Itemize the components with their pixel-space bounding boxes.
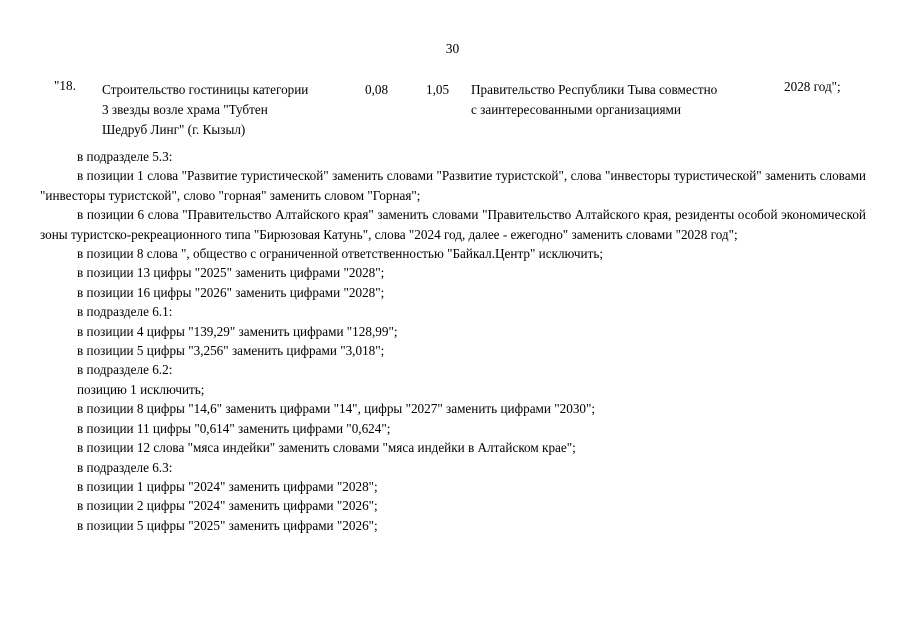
paragraph: в позиции 8 слова ", общество с ограниченной ответственностью "Байкал.Центр" исключить; <box>77 246 604 262</box>
table-row <box>0 76 905 136</box>
paragraph: в позиции 8 цифры "14,6" заменить цифрами "14", цифры "2027" заменить цифрами "2030"; <box>77 401 596 417</box>
paragraph: в позиции 5 цифры "3,256" заменить цифрами "3,018"; <box>77 343 385 359</box>
paragraph: в позиции 13 цифры "2025" заменить цифрами "2028"; <box>77 265 385 281</box>
responsible-line: с заинтересованными организациями <box>471 102 681 117</box>
project-name <box>102 80 308 140</box>
paragraph: в подразделе 6.1: <box>77 304 173 320</box>
responsible-line: Правительство Республики Тыва совместно <box>471 82 718 97</box>
project-name-line: Шедруб Линг" (г. Кызыл) <box>102 122 246 137</box>
row-number: "18. <box>54 78 76 93</box>
value-2: 1,05 <box>426 82 450 97</box>
paragraph: в позиции 2 цифры "2024" заменить цифрами "2026"; <box>77 498 378 514</box>
responsible-party <box>471 80 717 120</box>
paragraph: в позиции 4 цифры "139,29" заменить цифрами "128,99"; <box>77 323 398 339</box>
paragraph: в позиции 5 цифры "2025" заменить цифрами "2026"; <box>77 517 378 533</box>
value-1: 0,08 <box>365 82 389 97</box>
paragraph: в позиции 12 слова "мяса индейки" заменить словами "мяса индейки в Алтайском крае"; <box>77 440 576 456</box>
paragraph: в позиции 1 слова "Развитие туристической" заменить словами "Развитие туристской", слова "инвесторы туристической" заменить словами "инвесторы туристской", слово "горная" заменить словом "Горная"; <box>40 168 866 203</box>
paragraph: в подразделе 6.3: <box>77 459 173 475</box>
project-name-line: Строительство гостиницы категории <box>102 82 309 97</box>
page-number: 30 <box>445 41 460 56</box>
project-name-line: 3 звезды возле храма "Тубтен <box>102 102 268 117</box>
paragraph: позицию 1 исключить; <box>77 381 205 397</box>
paragraph: в позиции 16 цифры "2026" заменить цифрами "2028"; <box>77 284 385 300</box>
paragraph: в подразделе 5.3: <box>77 149 173 164</box>
amendments-text <box>40 147 866 535</box>
paragraph: в позиции 6 слова "Правительство Алтайского края" заменить словами "Правительство Алтайского края, резиденты особой экономической зоны туристско-рекреационного типа "Бирюзовая Катунь", слова "2024 год, далее - ежегодно" заменить словами "2028 год"; <box>40 207 866 242</box>
paragraph: в позиции 1 цифры "2024" заменить цифрами "2028"; <box>77 478 378 494</box>
deadline-year: 2028 год"; <box>784 79 841 94</box>
paragraph: в подразделе 6.2: <box>77 362 173 378</box>
paragraph: в позиции 11 цифры "0,614" заменить цифрами "0,624"; <box>77 420 391 436</box>
